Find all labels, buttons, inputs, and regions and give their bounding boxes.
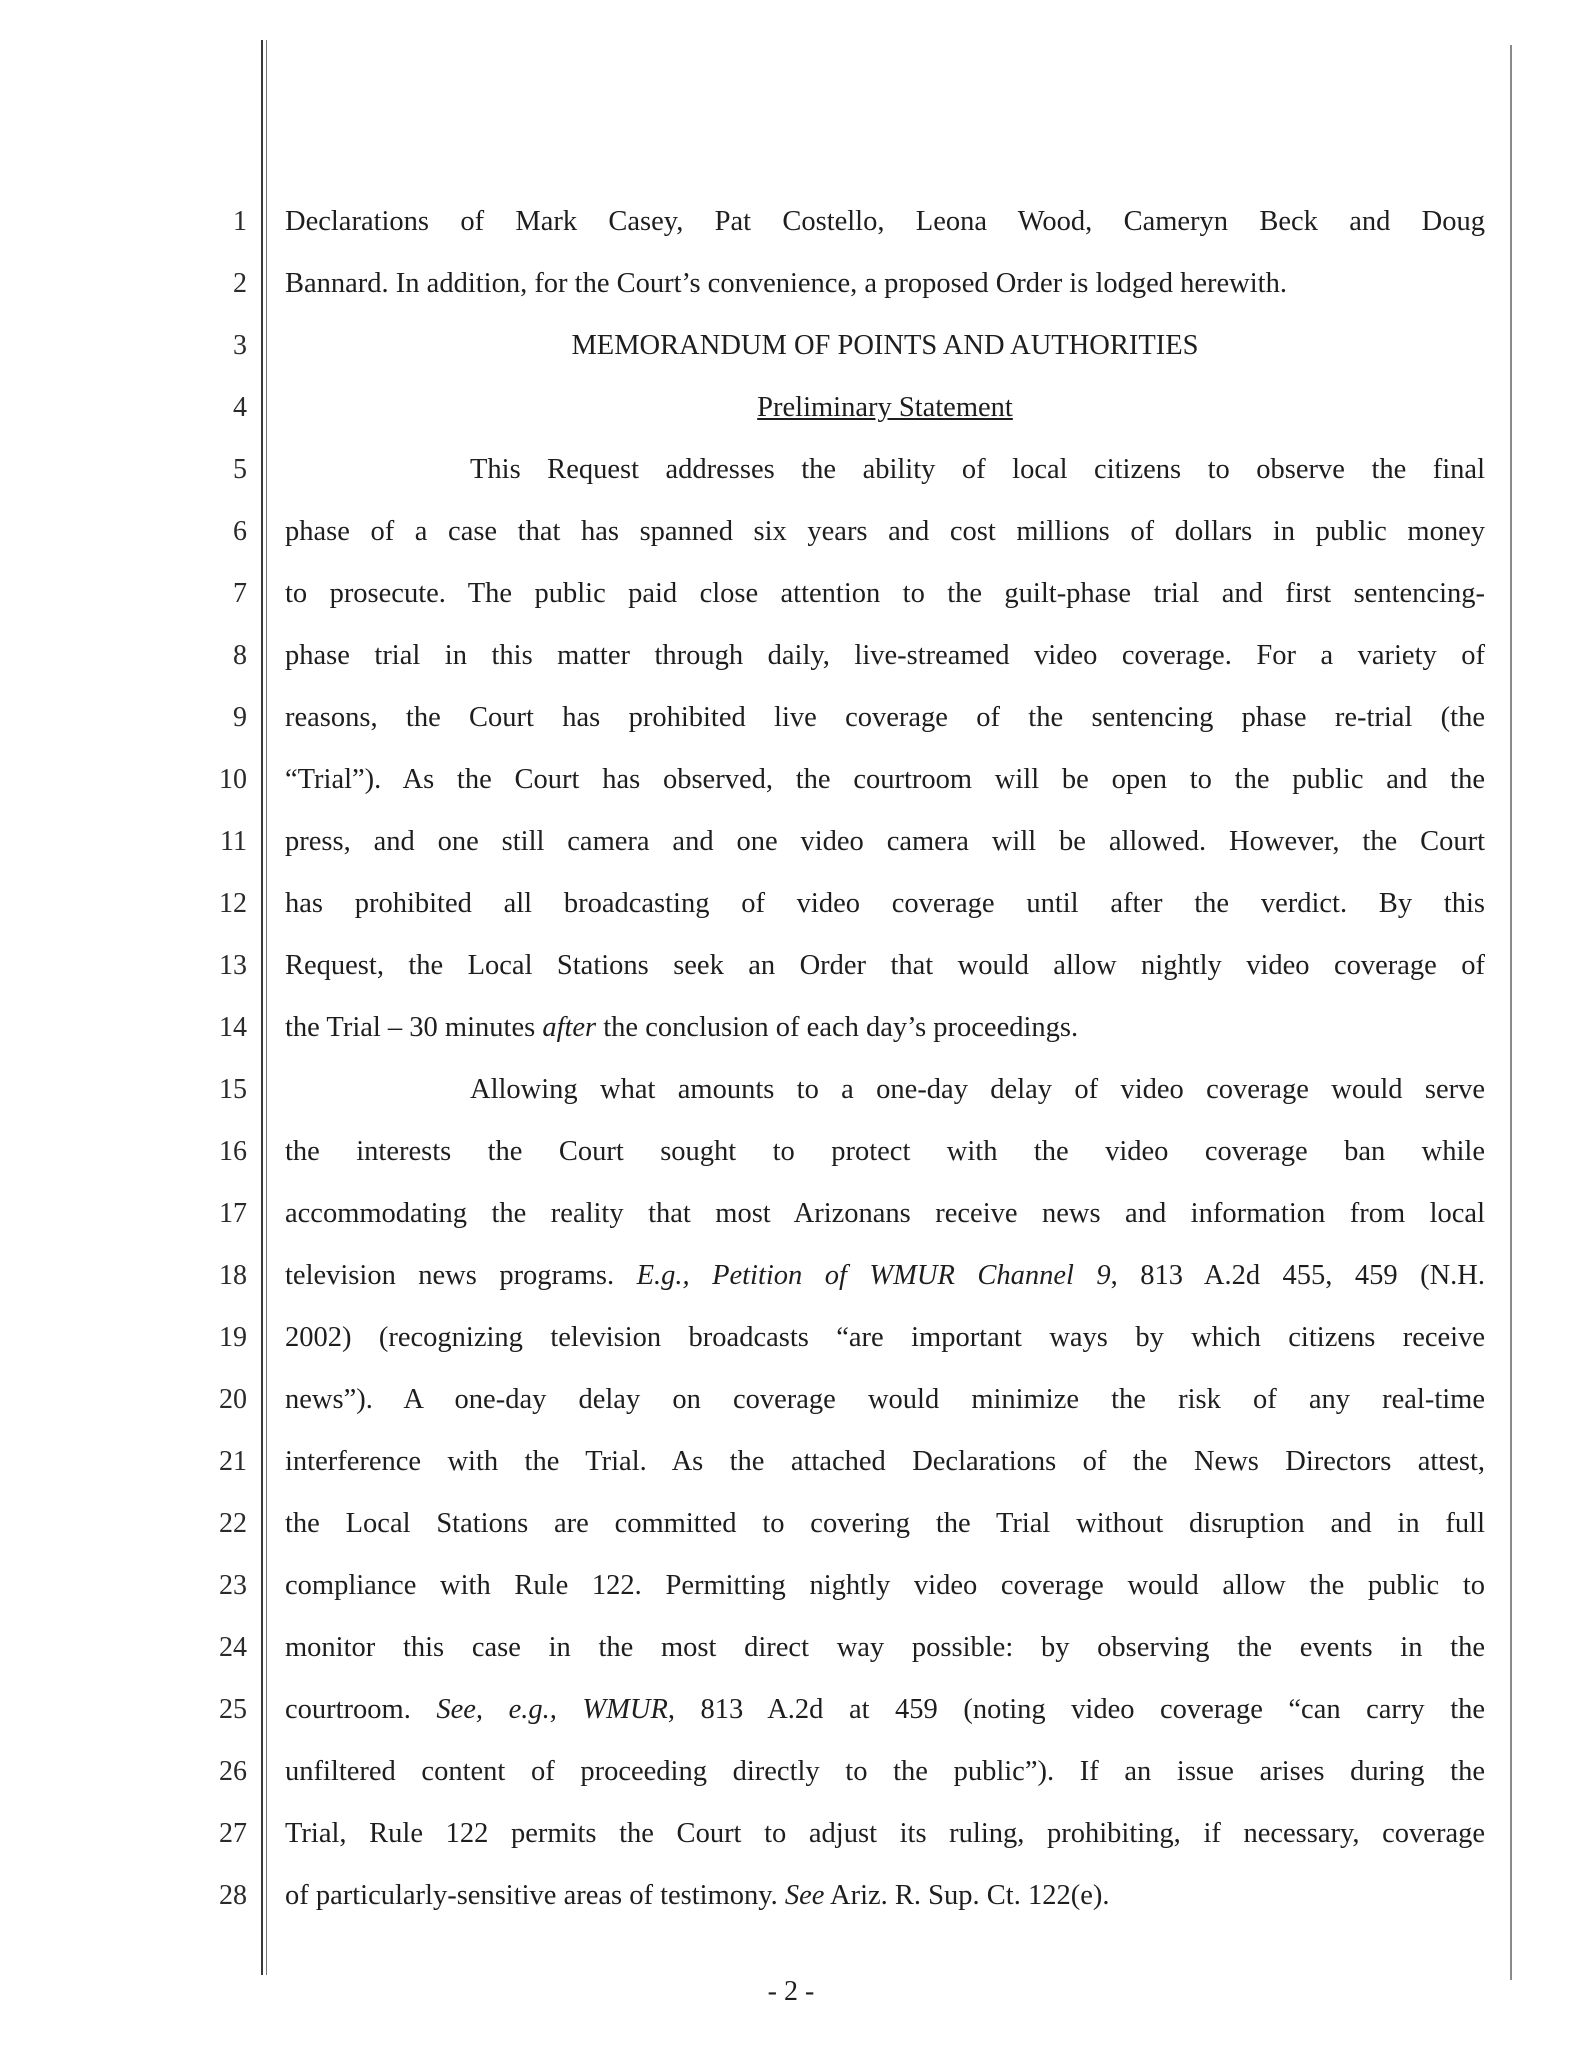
line-number: 15: [219, 1074, 247, 1105]
line-number: 28: [219, 1880, 247, 1911]
page-number: - 2 -: [767, 1976, 815, 2007]
text-run: courtroom.: [285, 1694, 437, 1725]
text-line: the interests the Court sought to protect with the video coverage ban while: [285, 1136, 1485, 1167]
text-line: phase trial in this matter through daily, live-streamed video coverage. For a variety of: [285, 640, 1485, 671]
citation-signal: See: [784, 1880, 825, 1911]
line-number: 9: [233, 702, 247, 733]
text-run: , 813 A.2d 455, 459 (N.H.: [1110, 1260, 1486, 1291]
left-margin-rule: [261, 40, 263, 1975]
text-line: [285, 1011, 1485, 1045]
line-number: 19: [219, 1322, 247, 1353]
text-line: phase of a case that has spanned six years and cost millions of dollars in public money: [285, 516, 1485, 547]
text-line: to prosecute. The public paid close attention to the guilt-phase trial and first sentencing-: [285, 578, 1485, 609]
line-number: 4: [233, 392, 247, 423]
subheading-wrapper: [285, 391, 1485, 425]
line-number: 23: [219, 1570, 247, 1601]
line-number: 24: [219, 1632, 247, 1663]
text-line: monitor this case in the most direct way possible: by observing the events in the: [285, 1632, 1485, 1663]
text-line: Bannard. In addition, for the Court’s convenience, a proposed Order is lodged herewith.: [285, 268, 1287, 299]
line-number: 17: [219, 1198, 247, 1229]
text-run: , 813 A.2d at 459 (noting video coverage “can carry the: [667, 1694, 1486, 1725]
text-line: reasons, the Court has prohibited live coverage of the sentencing phase re-trial (the: [285, 702, 1485, 733]
text-line: Declarations of Mark Casey, Pat Costello, Leona Wood, Cameryn Beck and Doug: [285, 206, 1485, 237]
line-number: 13: [219, 950, 247, 981]
emphasis: after: [542, 1012, 597, 1043]
section-heading: MEMORANDUM OF POINTS AND AUTHORITIES: [571, 330, 1199, 361]
line-number: 27: [219, 1818, 247, 1849]
text-run: television news programs.: [285, 1260, 637, 1291]
text-line: Allowing what amounts to a one-day delay of video coverage would serve: [470, 1074, 1485, 1105]
text-run: the conclusion of each day’s proceedings.: [596, 1012, 1079, 1043]
text-line: [285, 1693, 1485, 1727]
text-line: has prohibited all broadcasting of video coverage until after the verdict. By this: [285, 888, 1485, 919]
line-number: 10: [219, 764, 247, 795]
line-number: 2: [233, 268, 247, 299]
text-line: compliance with Rule 122. Permitting nightly video coverage would allow the public to: [285, 1570, 1485, 1601]
text-line: Trial, Rule 122 permits the Court to adjust its ruling, prohibiting, if necessary, coverage: [285, 1818, 1485, 1849]
line-number: 7: [233, 578, 247, 609]
text-line: This Request addresses the ability of local citizens to observe the final: [470, 454, 1485, 485]
text-run: the Trial – 30 minutes: [285, 1012, 543, 1043]
text-line: news”). A one-day delay on coverage would minimize the risk of any real-time: [285, 1384, 1485, 1415]
line-number: 6: [233, 516, 247, 547]
subheading: Preliminary Statement: [757, 392, 1013, 423]
text-run: Ariz. R. Sup. Ct. 122(e).: [824, 1880, 1110, 1911]
left-margin-rule-inner: [266, 40, 267, 1975]
right-margin-rule: [1510, 45, 1512, 1980]
line-number: 20: [219, 1384, 247, 1415]
text-line: [285, 1259, 1485, 1293]
line-number: 25: [219, 1694, 247, 1725]
citation: E.g., Petition of WMUR Channel 9: [636, 1260, 1111, 1291]
text-line: “Trial”). As the Court has observed, the courtroom will be open to the public and the: [285, 764, 1485, 795]
line-number: 26: [219, 1756, 247, 1787]
text-line: interference with the Trial. As the attached Declarations of the News Directors attest,: [285, 1446, 1485, 1477]
text-run: of particularly-sensitive areas of testimony.: [285, 1880, 785, 1911]
line-number: 3: [233, 330, 247, 361]
line-number: 1: [233, 206, 247, 237]
line-number: 22: [219, 1508, 247, 1539]
line-number: 12: [219, 888, 247, 919]
line-number: 5: [233, 454, 247, 485]
text-line: unfiltered content of proceeding directly to the public”). If an issue arises during the: [285, 1756, 1485, 1787]
text-line: 2002) (recognizing television broadcasts “are important ways by which citizens receive: [285, 1322, 1485, 1353]
line-number: 14: [219, 1012, 247, 1043]
text-line: press, and one still camera and one video camera will be allowed. However, the Court: [285, 826, 1485, 857]
citation: See, e.g., WMUR: [436, 1694, 668, 1725]
line-number: 8: [233, 640, 247, 671]
text-line: [285, 1879, 1485, 1913]
text-line: accommodating the reality that most Arizonans receive news and information from local: [285, 1198, 1485, 1229]
line-number: 18: [219, 1260, 247, 1291]
text-line: the Local Stations are committed to covering the Trial without disruption and in full: [285, 1508, 1485, 1539]
line-number: 16: [219, 1136, 247, 1167]
line-number: 21: [219, 1446, 247, 1477]
line-number: 11: [220, 826, 247, 857]
text-line: Request, the Local Stations seek an Order that would allow nightly video coverage of: [285, 950, 1485, 981]
